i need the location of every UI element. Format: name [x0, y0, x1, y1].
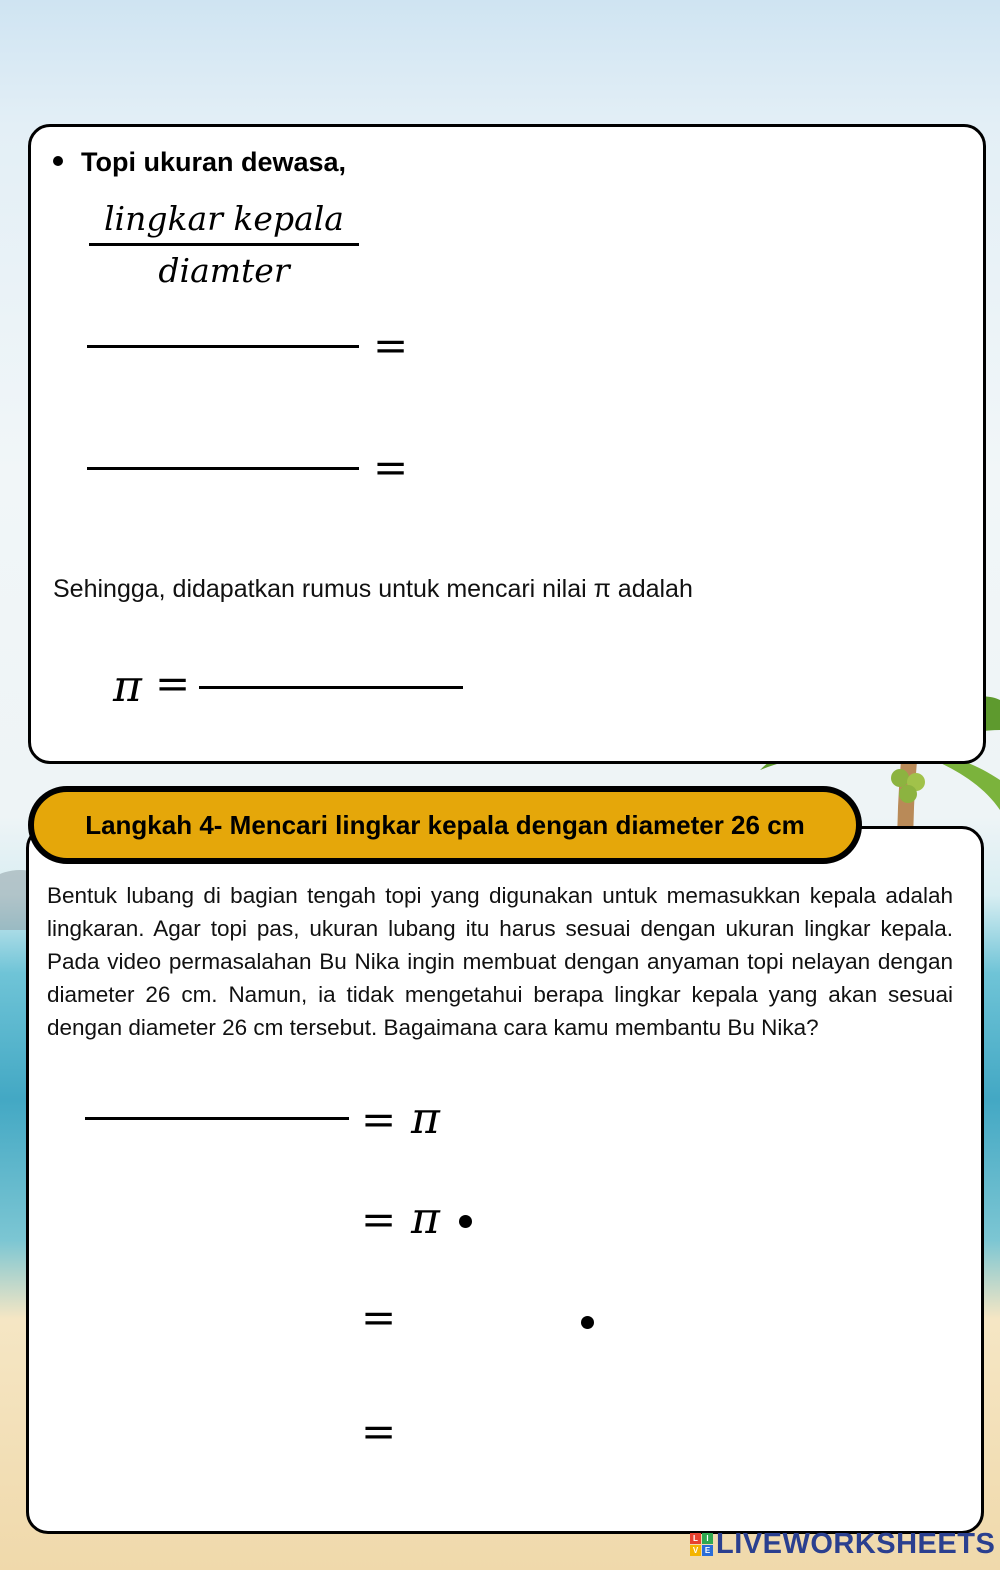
- bullet-icon: [53, 156, 63, 166]
- pi-symbol-1: π: [411, 1093, 440, 1144]
- conclusion-text: Sehingga, didapatkan rumus untuk mencari nilai π adalah: [53, 575, 693, 603]
- problem-paragraph: Bentuk lubang di bagian tengah topi yang digunakan untuk memasukkan kepala adalah lingkaran. Agar topi pas, ukuran lubang itu harus sesuai dengan ukuran lingkar kepala. Pada video permasalahan Bu Nika ingin membuat dengan anyaman topi nelayan dengan diameter 26 cm. Namun, ia tidak mengetahui berapa lingkar kepala yang akan sesuai dengan diameter 26 cm tersebut. Bagaimana cara kamu membantu Bu Nika?: [47, 883, 953, 1040]
- pi-symbol: π: [113, 661, 142, 712]
- adult-hat-card: [28, 124, 986, 764]
- answer-blank-2[interactable]: [87, 467, 359, 470]
- bullet-title-text: Topi ukuran dewasa,: [81, 147, 347, 177]
- pi-formula-blank[interactable]: [199, 686, 463, 689]
- answer-blank-1[interactable]: [87, 345, 359, 348]
- step4-card: [26, 826, 984, 1534]
- logo-block-l: L: [690, 1533, 701, 1544]
- answer-blank-3[interactable]: [85, 1117, 349, 1120]
- logo-block-v: V: [690, 1545, 701, 1556]
- logo-block-i: I: [702, 1533, 713, 1544]
- logo-text: LIVEWORKSHEETS: [716, 1528, 996, 1560]
- step4-banner: [28, 786, 862, 864]
- ratio-fraction: [87, 199, 361, 290]
- logo-blocks-icon: [690, 1533, 713, 1556]
- fraction-numerator: lingkar kepala: [104, 199, 344, 238]
- banner-title: Langkah 4- Mencari lingkar kepala dengan diameter 26 cm: [85, 809, 805, 840]
- multiply-dot-1: [459, 1215, 472, 1228]
- bullet-heading: [53, 147, 346, 178]
- equals-sign-1: =: [373, 321, 409, 370]
- equals-sign-6: =: [361, 1407, 397, 1456]
- multiply-dot-2: [581, 1316, 594, 1329]
- pi-symbol-2: π: [411, 1193, 440, 1244]
- equals-sign-2: =: [373, 443, 409, 492]
- equals-sign-3: =: [361, 1095, 397, 1144]
- liveworksheets-logo: [690, 1528, 995, 1561]
- fraction-denominator: diamter: [158, 251, 290, 290]
- pi-equals-sign: =: [155, 659, 191, 708]
- equals-sign-5: =: [361, 1293, 397, 1342]
- equals-sign-4: =: [361, 1195, 397, 1244]
- logo-block-e: E: [702, 1545, 713, 1556]
